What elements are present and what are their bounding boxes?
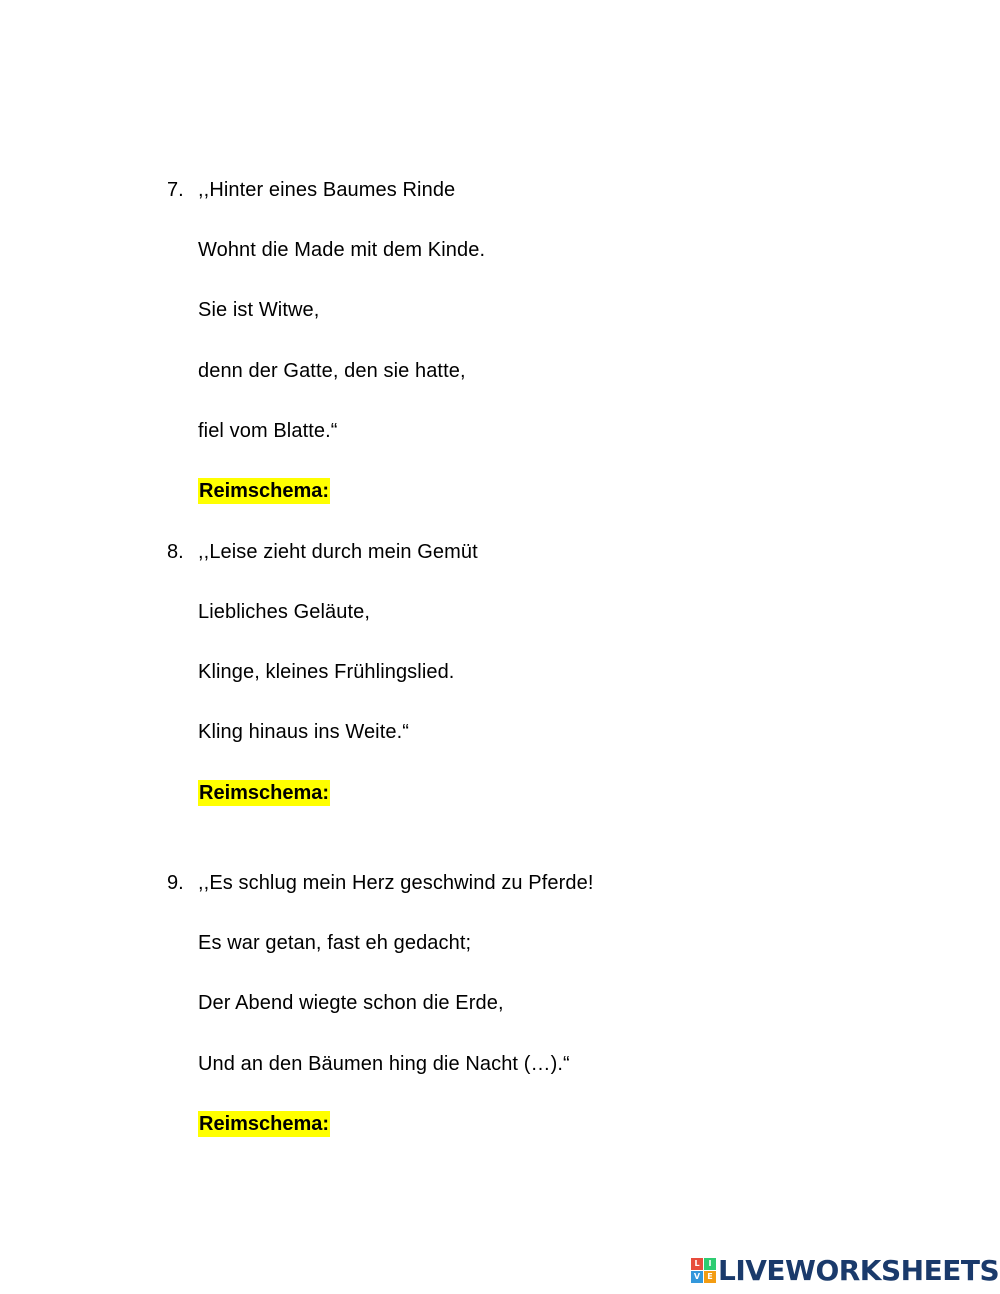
logo-text: LIVEWORKSHEETS: [718, 1253, 1000, 1287]
item-number: 7.: [167, 179, 184, 201]
logo-letter: I: [704, 1258, 716, 1270]
poem-line: fiel vom Blatte.“: [198, 420, 338, 442]
poem-line: ,,Es schlug mein Herz geschwind zu Pferde!: [198, 872, 594, 894]
logo-letter: L: [691, 1258, 703, 1270]
item-number: 8.: [167, 541, 184, 563]
poem-line: ,,Leise zieht durch mein Gemüt: [198, 541, 478, 563]
logo-mark-icon: [691, 1258, 715, 1282]
poem-line: Klinge, kleines Frühlingslied.: [198, 661, 455, 683]
poem-line: Kling hinaus ins Weite.“: [198, 721, 410, 743]
poem-line: Sie ist Witwe,: [198, 299, 320, 321]
rhyme-scheme-label: Reimschema:: [199, 480, 330, 502]
rhyme-scheme-label: Reimschema:: [199, 1113, 330, 1135]
liveworksheets-logo: [691, 1255, 999, 1285]
poem-line: ,,Hinter eines Baumes Rinde: [198, 179, 456, 201]
rhyme-scheme-label: Reimschema:: [199, 782, 330, 804]
item-number: 9.: [167, 872, 184, 894]
poem-line: Und an den Bäumen hing die Nacht (…).“: [198, 1053, 570, 1075]
poem-line: Wohnt die Made mit dem Kinde.: [198, 239, 486, 261]
poem-line: Es war getan, fast eh gedacht;: [198, 932, 472, 954]
poem-line: denn der Gatte, den sie hatte,: [198, 360, 466, 382]
poem-line: Der Abend wiegte schon die Erde,: [198, 992, 504, 1014]
logo-letter: E: [704, 1271, 716, 1283]
poem-line: Liebliches Geläute,: [198, 601, 371, 623]
logo-letter: V: [691, 1271, 703, 1283]
